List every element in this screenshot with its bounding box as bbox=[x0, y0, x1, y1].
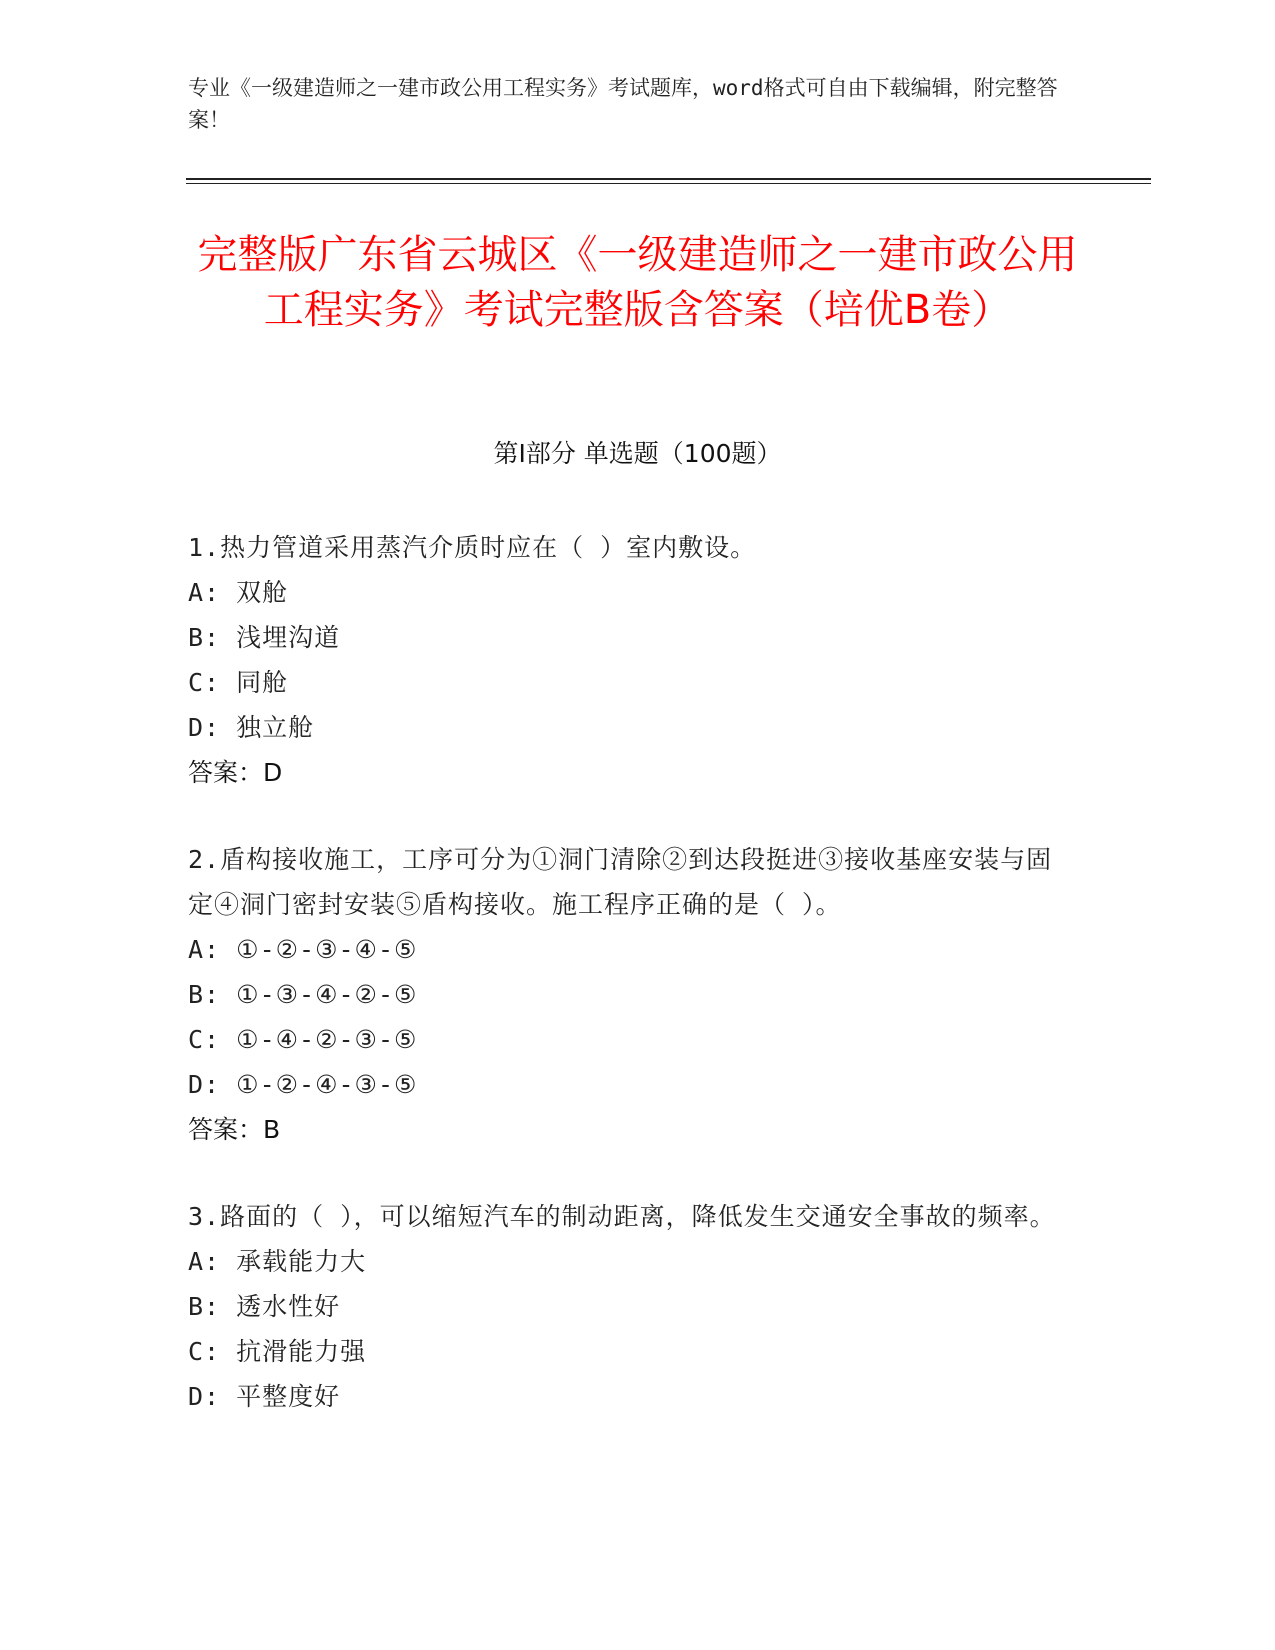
option-b: B: 浅埋沟道 bbox=[188, 623, 341, 652]
header-note: 专业《一级建造师之一建市政公用工程实务》考试题库，word格式可自由下载编辑，附完整答案！ bbox=[188, 76, 1058, 132]
option-c: C: 同舱 bbox=[188, 668, 289, 697]
question-3 bbox=[188, 1194, 1068, 1419]
option-a: A: ①-②-③-④-⑤ bbox=[188, 935, 418, 964]
option-b: B: ①-③-④-②-⑤ bbox=[188, 980, 418, 1009]
option-b: B: 透水性好 bbox=[188, 1292, 341, 1321]
option-c: C: 抗滑能力强 bbox=[188, 1337, 367, 1366]
question-1 bbox=[188, 525, 1068, 795]
question-stem: 2.盾构接收施工，工序可分为①洞门清除②到达段挺进③接收基座安装与固定④洞门密封安装⑤盾构接收。施工程序正确的是（ ）。 bbox=[188, 845, 1053, 919]
question-stem: 3.路面的（ ），可以缩短汽车的制动距离，降低发生交通安全事故的频率。 bbox=[188, 1202, 1056, 1231]
option-d: D: ①-②-④-③-⑤ bbox=[188, 1070, 418, 1099]
option-a: A: 承载能力大 bbox=[188, 1247, 367, 1276]
option-d: D: 独立舱 bbox=[188, 713, 315, 742]
document-title: 完整版广东省云城区《一级建造师之一建市政公用工程实务》考试完整版含答案（培优B卷） bbox=[197, 232, 1078, 333]
answer: 答案：D bbox=[188, 758, 283, 787]
question-2 bbox=[188, 837, 1068, 1152]
section-title: 第Ⅰ部分 单选题（100题） bbox=[493, 439, 782, 468]
answer: 答案：B bbox=[188, 1115, 281, 1144]
option-c: C: ①-④-②-③-⑤ bbox=[188, 1025, 418, 1054]
question-stem: 1.热力管道采用蒸汽介质时应在（ ）室内敷设。 bbox=[188, 533, 757, 562]
header-divider-thick bbox=[186, 178, 1151, 180]
question-list bbox=[188, 525, 1068, 1461]
header-divider-thin bbox=[186, 183, 1151, 184]
option-a: A: 双舱 bbox=[188, 578, 289, 607]
option-d: D: 平整度好 bbox=[188, 1382, 341, 1411]
